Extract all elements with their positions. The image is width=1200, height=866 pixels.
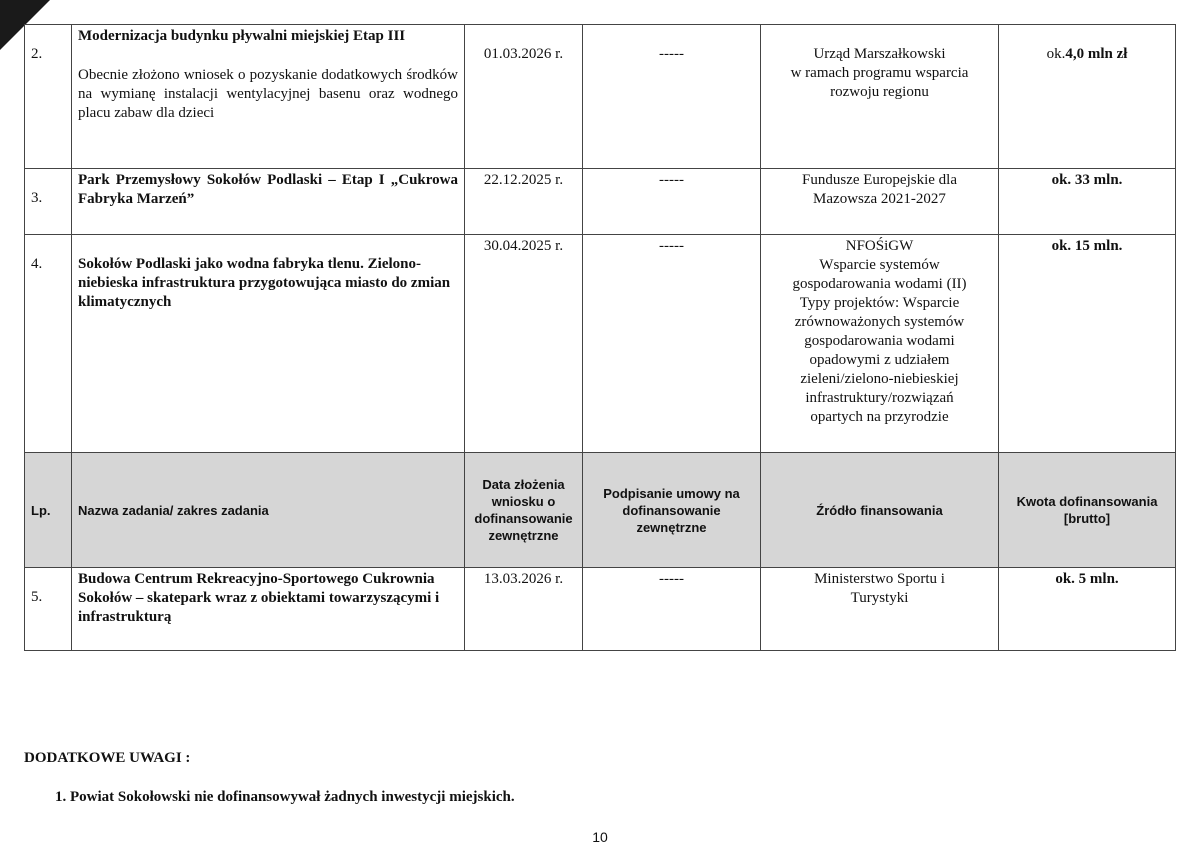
funding-source: Urząd Marszałkowski w ramach programu wsparcia rozwoju regionu [761,25,999,169]
table-row [25,25,1176,169]
task-cell [72,568,465,651]
header-source: Źródło finansowania [761,453,999,568]
row-number: 3. [25,169,72,235]
row-number: 5. [25,568,72,651]
funding-amount: ok. 15 mln. [999,235,1176,453]
note-item: 1. Powiat Sokołowski nie dofinansowywał żadnych inwestycji miejskich. [55,789,515,805]
task-cell [72,25,465,169]
funding-amount: ok. 33 mln. [999,169,1176,235]
amount-value: 4,0 mln zł [1065,46,1128,62]
task-cell [72,235,465,453]
notes-list [55,789,515,806]
funding-amount: ok. 5 mln. [999,568,1176,651]
submission-date: 22.12.2025 r. [465,169,583,235]
header-date: Data złożenia wniosku o dofinansowanie zewnętrzne [465,453,583,568]
submission-date: 13.03.2026 r. [465,568,583,651]
header-contract: Podpisanie umowy na dofinansowanie zewnętrzne [583,453,761,568]
funding-table [24,24,1176,651]
contract-status: ----- [583,235,761,453]
table-row [25,235,1176,453]
row-number: 2. [25,25,72,169]
task-title: Budowa Centrum Rekreacyjno-Sportowego Cukrownia Sokołów – skatepark wraz z obiektami towarzyszącymi i infrastrukturą [78,571,440,625]
table-header-row [25,453,1176,568]
contract-status: ----- [583,568,761,651]
contract-status: ----- [583,169,761,235]
header-amount: Kwota dofinansowania [brutto] [999,453,1176,568]
header-lp: Lp. [25,453,72,568]
page-number: 10 [592,829,608,845]
submission-date: 30.04.2025 r. [465,235,583,453]
table-row [25,169,1176,235]
task-title: Park Przemysłowy Sokołów Podlaski – Etap I „Cukrowa Fabryka Marzeń” [78,172,458,207]
notes-title: DODATKOWE UWAGI : [24,750,191,766]
funding-source: Ministerstwo Sportu i Turystyki [761,568,999,651]
contract-status: ----- [583,25,761,169]
funding-amount [999,25,1176,169]
funding-source: NFOŚiGW Wsparcie systemów gospodarowania wodami (II) Typy projektów: Wsparcie zrównoważonych systemów gospodarowania wodami opadowymi z udziałem zieleni/zielono-niebieskiej infrastruktury/rozwiązań opartych na przyrodzie [761,235,999,453]
task-title: Modernizacja budynku pływalni miejskiej Etap III [78,28,406,44]
header-task: Nazwa zadania/ zakres zadania [72,453,465,568]
submission-date: 01.03.2026 r. [465,25,583,169]
row-number: 4. [25,235,72,453]
task-cell [72,169,465,235]
task-description: Obecnie złożono wniosek o pozyskanie dodatkowych środków na wymianę instalacji wentylacyjnej basenu oraz wodnego placu zabaw dla dzieci [78,67,458,121]
table-row [25,568,1176,651]
funding-source: Fundusze Europejskie dla Mazowsza 2021-2027 [761,169,999,235]
amount-prefix: ok. [1046,46,1066,62]
task-title: Sokołów Podlaski jako wodna fabryka tlenu. Zielono-niebieska infrastruktura przygotowująca miasto do zmian klimatycznych [78,256,451,310]
